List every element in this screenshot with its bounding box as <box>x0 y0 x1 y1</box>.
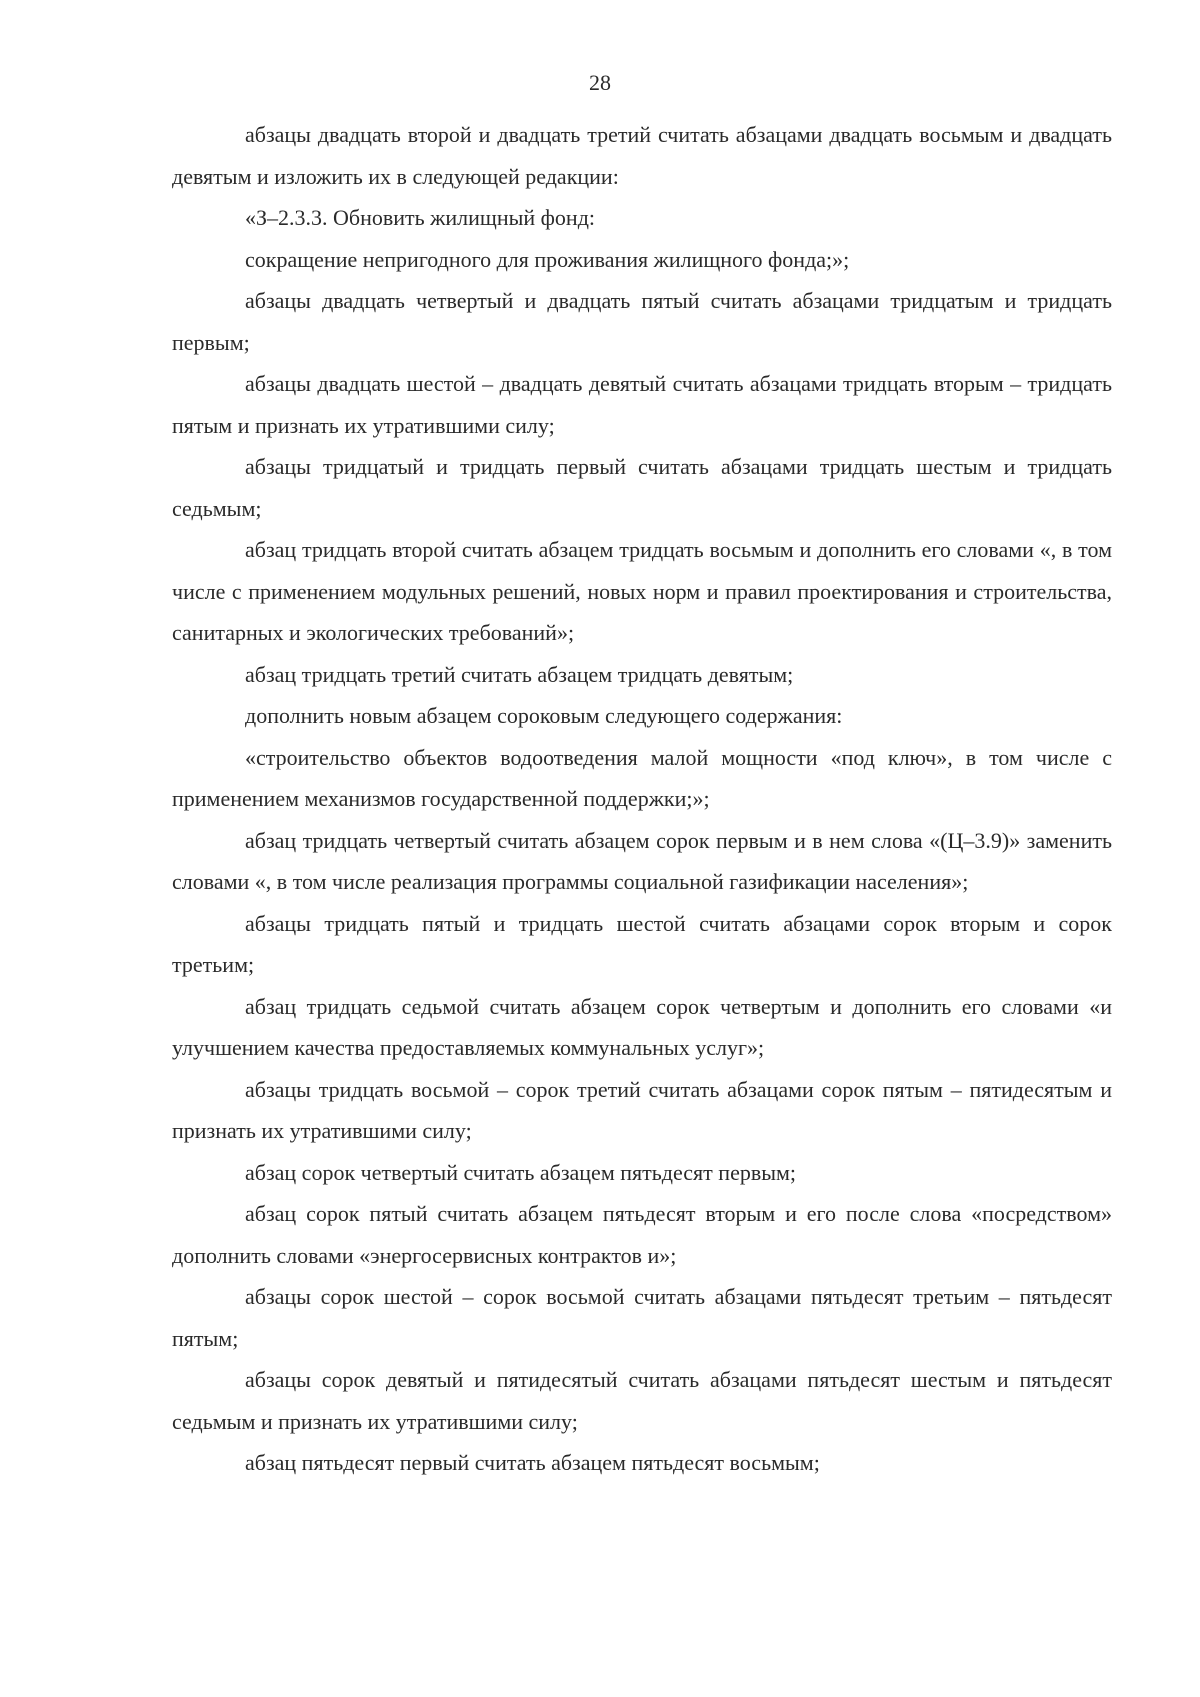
paragraph: абзац сорок четвертый считать абзацем пятьдесят первым; <box>245 1159 797 1185</box>
paragraph: абзацы двадцать шестой – двадцать девятый считать абзацами тридцать вторым – тридцать пятым и признать их утратившими силу; <box>172 371 1112 438</box>
paragraph: абзацы тридцать пятый и тридцать шестой считать абзацами сорок вторым и сорок третьим; <box>172 910 1112 977</box>
page-number: 28 <box>589 70 611 95</box>
paragraph: абзац сорок пятый считать абзацем пятьдесят вторым и его после слова «посредством» дополнить словами «энергосервисных контрактов и»; <box>172 1201 1112 1268</box>
paragraph: абзацы сорок девятый и пятидесятый считать абзацами пятьдесят шестым и пятьдесят седьмым и признать их утратившими силу; <box>172 1367 1112 1434</box>
document-body <box>172 114 1112 1484</box>
paragraph: абзац тридцать четвертый считать абзацем сорок первым и в нем слова «(Ц–3.9)» заменить словами «, в том числе реализация программы социальной газификации населения»; <box>172 827 1112 894</box>
paragraph: дополнить новым абзацем сороковым следующего содержания: <box>245 703 843 728</box>
paragraph: абзацы двадцать второй и двадцать третий считать абзацами двадцать восьмым и двадцать девятым и изложить их в следующей редакции: <box>172 122 1112 189</box>
paragraph: абзацы двадцать четвертый и двадцать пятый считать абзацами тридцатым и тридцать первым; <box>172 288 1112 355</box>
paragraph: абзац пятьдесят первый считать абзацем пятьдесят восьмым; <box>245 1450 820 1475</box>
paragraph: абзац тридцать седьмой считать абзацем сорок четвертым и дополнить его словами «и улучшением качества предоставляемых коммунальных услуг»; <box>172 993 1112 1060</box>
paragraph: «З–2.3.3. Обновить жилищный фонд: <box>245 205 596 230</box>
paragraph: абзацы тридцать восьмой – сорок третий считать абзацами сорок пятым – пятидесятым и признать их утратившими силу; <box>172 1076 1112 1143</box>
paragraph: абзацы сорок шестой – сорок восьмой считать абзацами пятьдесят третьим – пятьдесят пятым; <box>172 1284 1112 1351</box>
paragraph: абзацы тридцатый и тридцать первый считать абзацами тридцать шестым и тридцать седьмым; <box>172 454 1112 521</box>
paragraph: «строительство объектов водоотведения малой мощности «под ключ», в том числе с применением механизмов государственной поддержки;»; <box>172 744 1112 811</box>
paragraph: абзац тридцать второй считать абзацем тридцать восьмым и дополнить его словами «, в том числе с применением модульных решений, новых норм и правил проектирования и строительства, санитарных и экологических требований»; <box>172 537 1112 645</box>
paragraph: сокращение непригодного для проживания жилищного фонда;»; <box>245 246 850 272</box>
paragraph: абзац тридцать третий считать абзацем тридцать девятым; <box>245 661 794 687</box>
